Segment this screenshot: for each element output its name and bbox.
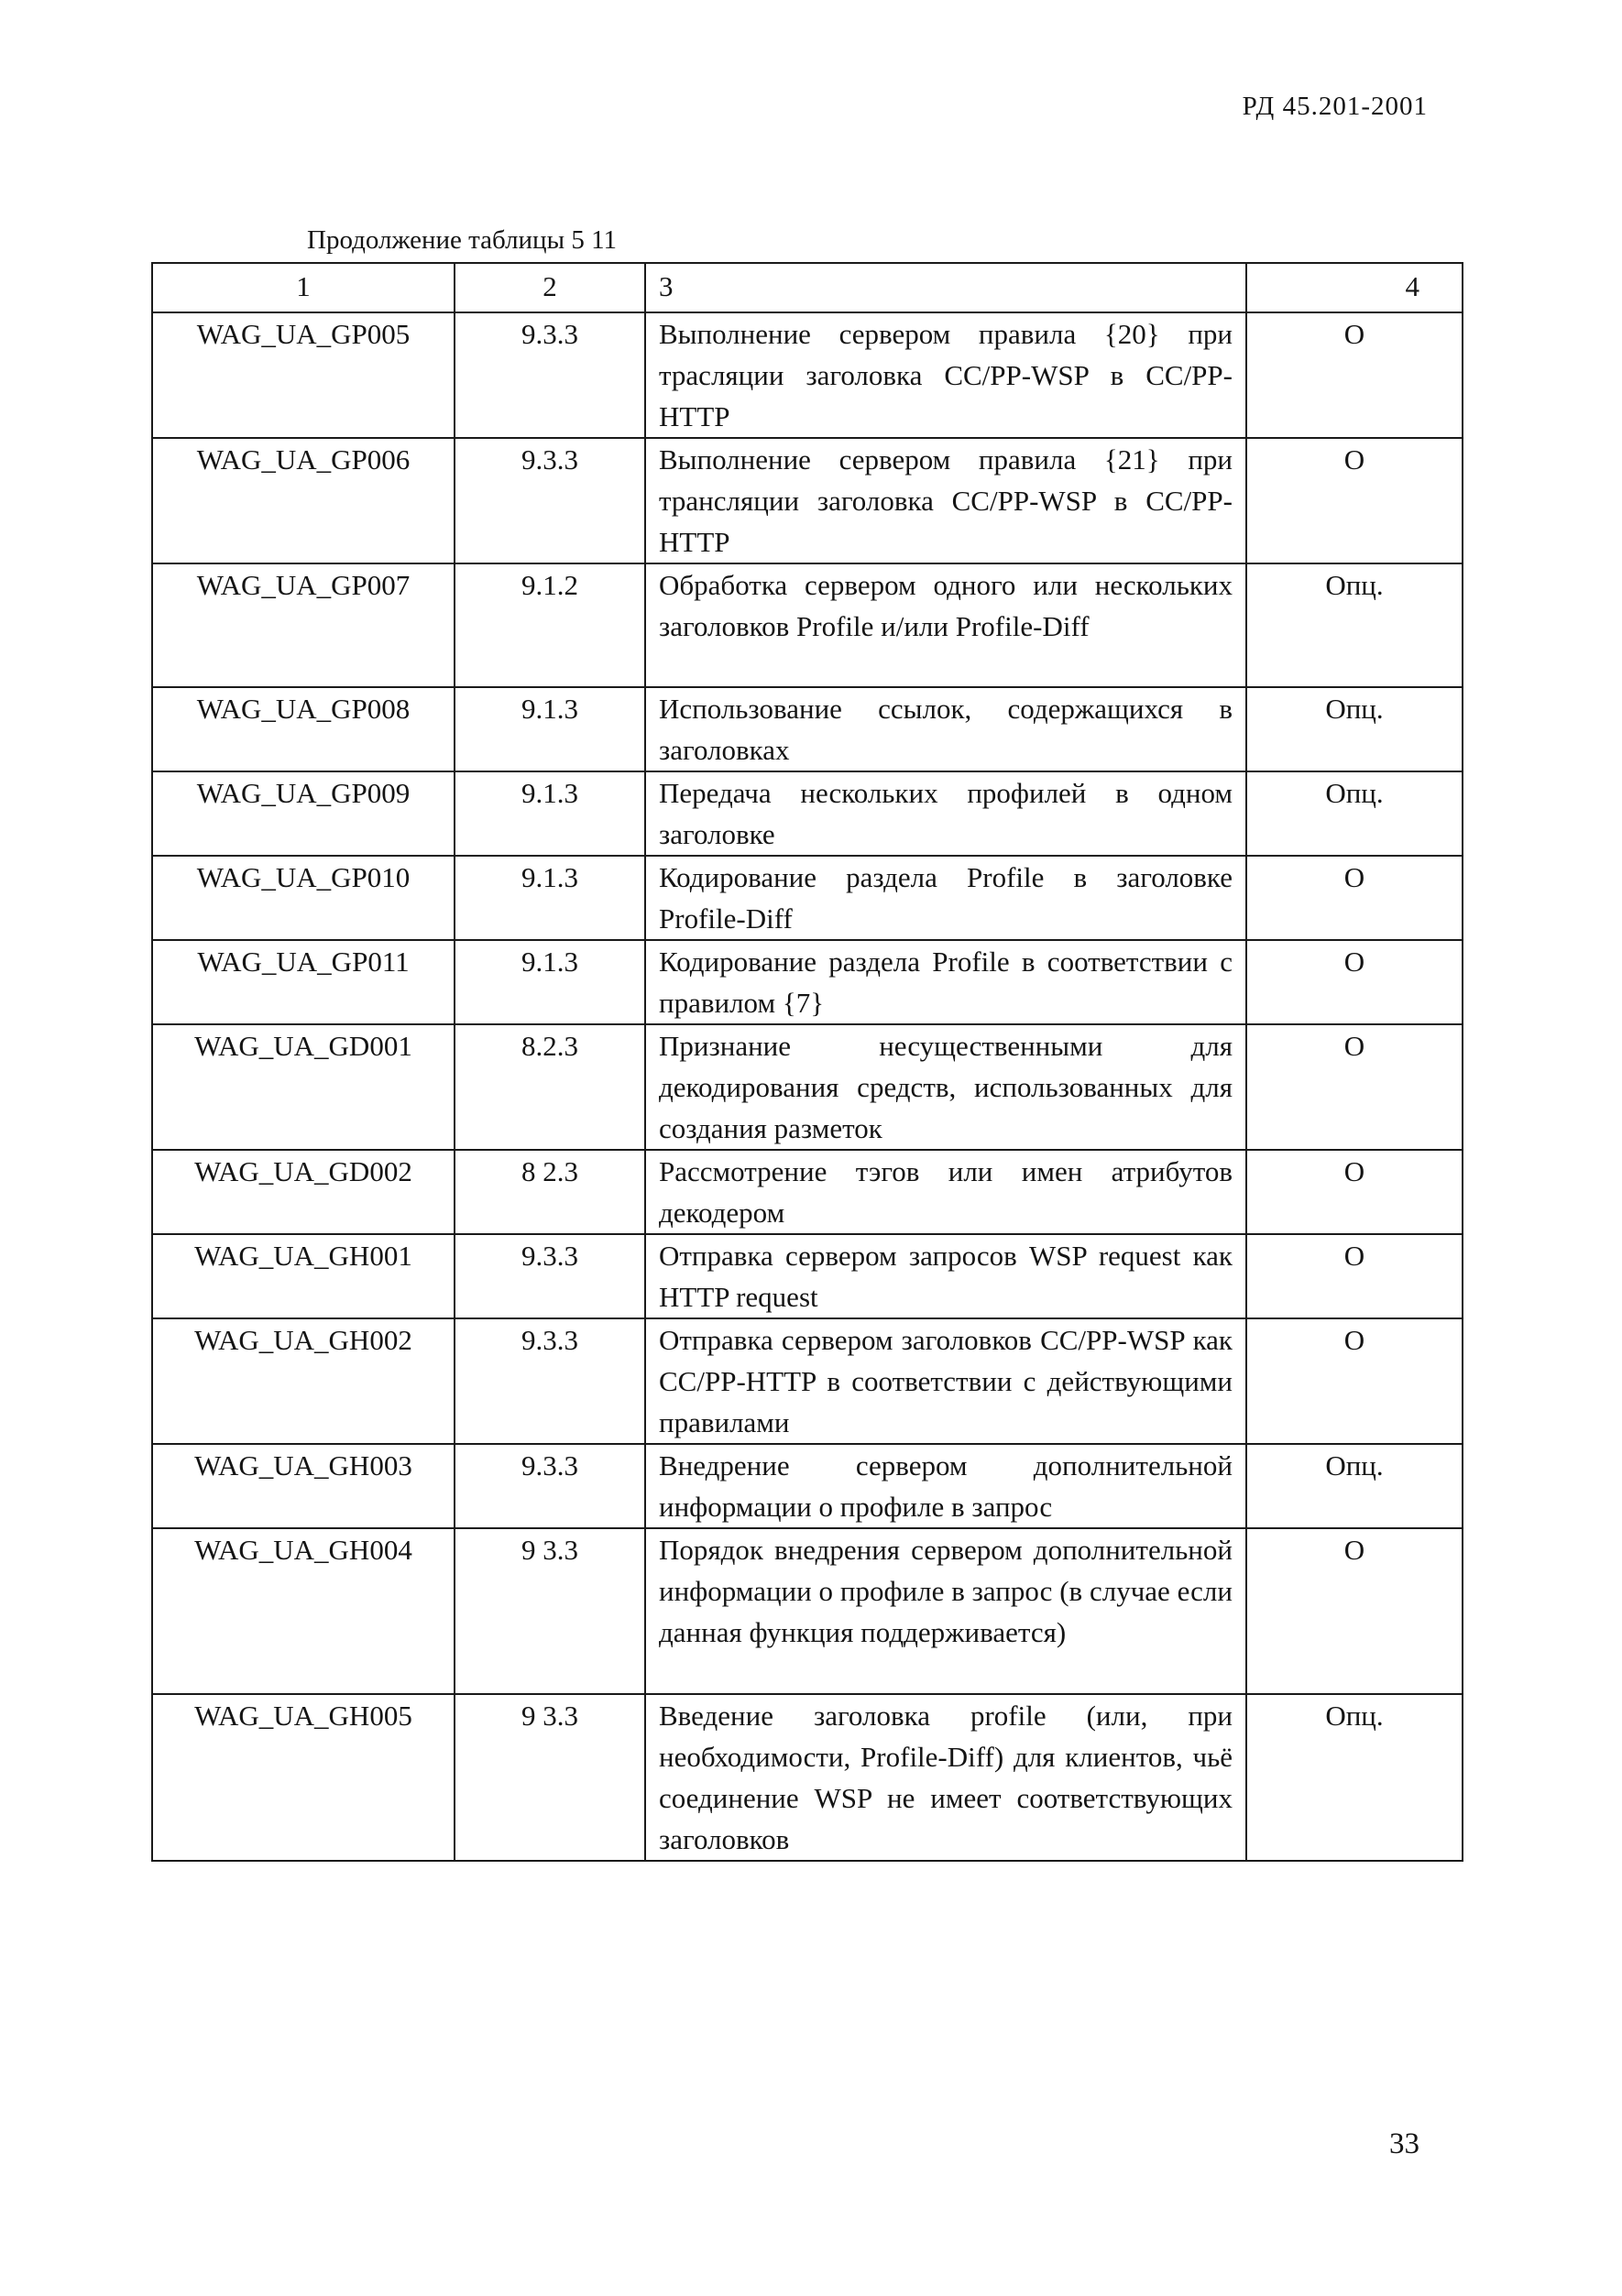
clause-ref: 9.3.3: [455, 1318, 645, 1444]
table-row: [152, 856, 1463, 940]
requirement-status: О: [1246, 1528, 1463, 1694]
requirement-description: Введение заголовка profile (или, при необходимости, Profile-Diff) для клиентов, чьё соединение WSP не имеет соответствующих заголовков: [645, 1694, 1246, 1861]
table-row: [152, 771, 1463, 856]
requirement-description: Порядок внедрения сервером дополнительной информации о профиле в запрос (в случае если данная функция поддерживается): [645, 1528, 1246, 1694]
table-row: [152, 940, 1463, 1024]
table-row: [152, 438, 1463, 563]
requirement-status: О: [1246, 312, 1463, 438]
table-row: [152, 1024, 1463, 1150]
requirement-description: Передача нескольких профилей в одном заголовке: [645, 771, 1246, 856]
requirement-id: WAG_UA_GH002: [152, 1318, 455, 1444]
clause-ref: 9 3.3: [455, 1694, 645, 1861]
requirement-status: О: [1246, 1234, 1463, 1318]
requirement-id: WAG_UA_GP006: [152, 438, 455, 563]
table-row: [152, 1528, 1463, 1694]
table-header-row: [152, 263, 1463, 312]
requirement-id: WAG_UA_GD001: [152, 1024, 455, 1150]
column-header-2: 2: [455, 263, 645, 312]
clause-ref: 9 3.3: [455, 1528, 645, 1694]
requirement-id: WAG_UA_GP011: [152, 940, 455, 1024]
column-header-4: 4: [1246, 263, 1463, 312]
clause-ref: 8 2.3: [455, 1150, 645, 1234]
requirement-status: О: [1246, 940, 1463, 1024]
requirement-status: Опц.: [1246, 771, 1463, 856]
column-header-1: 1: [152, 263, 455, 312]
clause-ref: 9.1.2: [455, 563, 645, 687]
table-row: [152, 1318, 1463, 1444]
requirement-id: WAG_UA_GH004: [152, 1528, 455, 1694]
clause-ref: 9.3.3: [455, 1444, 645, 1528]
requirement-id: WAG_UA_GP009: [152, 771, 455, 856]
table-row: [152, 312, 1463, 438]
clause-ref: 9.1.3: [455, 687, 645, 771]
clause-ref: 9.3.3: [455, 312, 645, 438]
requirement-status: Опц.: [1246, 1444, 1463, 1528]
requirement-description: Кодирование раздела Profile в заголовке Profile-Diff: [645, 856, 1246, 940]
requirement-description: Признание несущественными для декодирования средств, использованных для создания разметок: [645, 1024, 1246, 1150]
table-row: [152, 1444, 1463, 1528]
requirement-status: О: [1246, 856, 1463, 940]
requirement-id: WAG_UA_GH005: [152, 1694, 455, 1861]
table-row: [152, 1694, 1463, 1861]
requirement-description: Выполнение сервером правила {20} при трасляции заголовка CC/PP-WSP в CC/PP-HTTP: [645, 312, 1246, 438]
requirement-description: Выполнение сервером правила {21} при трансляции заголовка CC/PP-WSP в CC/PP-HTTP: [645, 438, 1246, 563]
requirement-description: Кодирование раздела Profile в соответствии с правилом {7}: [645, 940, 1246, 1024]
table-caption: Продолжение таблицы 5 11: [307, 225, 617, 255]
requirement-id: WAG_UA_GP008: [152, 687, 455, 771]
requirement-status: О: [1246, 438, 1463, 563]
table-row: [152, 1234, 1463, 1318]
requirement-id: WAG_UA_GH003: [152, 1444, 455, 1528]
clause-ref: 9.1.3: [455, 940, 645, 1024]
table-row: [152, 687, 1463, 771]
page-number: 33: [1389, 2127, 1419, 2160]
clause-ref: 9.3.3: [455, 438, 645, 563]
requirement-id: WAG_UA_GH001: [152, 1234, 455, 1318]
table-row: [152, 563, 1463, 687]
clause-ref: 9.1.3: [455, 771, 645, 856]
requirement-status: Опц.: [1246, 687, 1463, 771]
requirement-description: Обработка сервером одного или нескольких заголовков Profile и/или Profile-Diff: [645, 563, 1246, 687]
requirement-description: Внедрение сервером дополнительной информации о профиле в запрос: [645, 1444, 1246, 1528]
clause-ref: 8.2.3: [455, 1024, 645, 1150]
column-header-3: 3: [645, 263, 1246, 312]
clause-ref: 9.3.3: [455, 1234, 645, 1318]
requirement-status: О: [1246, 1150, 1463, 1234]
requirement-description: Использование ссылок, содержащихся в заголовках: [645, 687, 1246, 771]
document-code: РД 45.201-2001: [1242, 92, 1428, 121]
table-row: [152, 1150, 1463, 1234]
clause-ref: 9.1.3: [455, 856, 645, 940]
requirement-description: Рассмотрение тэгов или имен атрибутов декодером: [645, 1150, 1246, 1234]
requirement-status: Опц.: [1246, 1694, 1463, 1861]
requirement-status: О: [1246, 1024, 1463, 1150]
requirement-id: WAG_UA_GD002: [152, 1150, 455, 1234]
requirement-id: WAG_UA_GP007: [152, 563, 455, 687]
requirement-id: WAG_UA_GP010: [152, 856, 455, 940]
requirement-status: Опц.: [1246, 563, 1463, 687]
requirement-status: О: [1246, 1318, 1463, 1444]
requirement-description: Отправка сервером заголовков CC/PP-WSP как CC/PP-HTTP в соответствии с действующими правилами: [645, 1318, 1246, 1444]
requirement-id: WAG_UA_GP005: [152, 312, 455, 438]
requirement-description: Отправка сервером запросов WSP request как HTTP request: [645, 1234, 1246, 1318]
requirements-table: [151, 262, 1463, 1862]
